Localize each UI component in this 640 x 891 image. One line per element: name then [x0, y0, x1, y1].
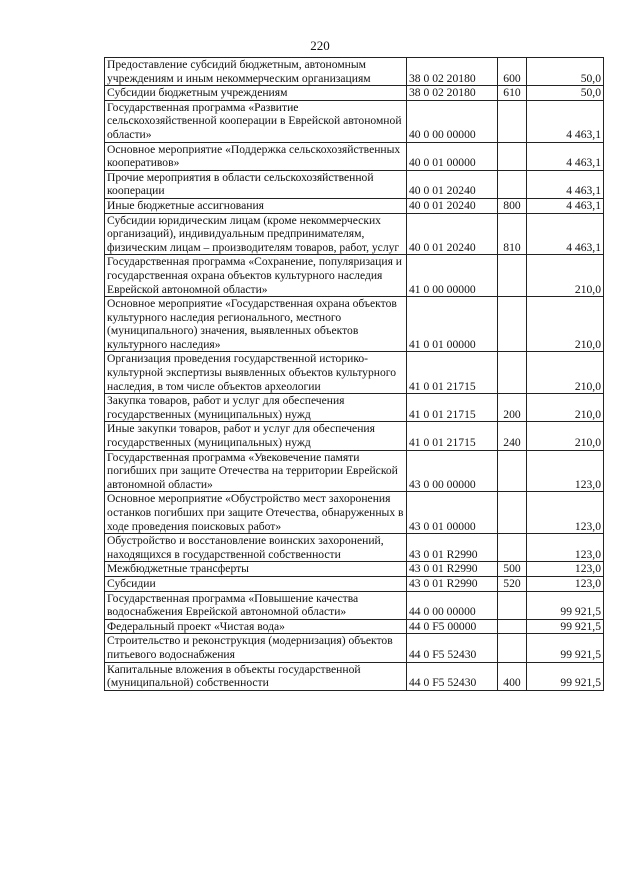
- row-name-cell: Иные закупки товаров, работ и услуг для обеспечения государственных (муниципальных) нужд: [105, 422, 407, 450]
- row-amount-cell: 4 463,1: [527, 213, 604, 255]
- page-number: 220: [310, 38, 330, 53]
- row-amount-cell: 4 463,1: [527, 170, 604, 198]
- table-row: [105, 58, 604, 86]
- row-code-cell: 41 0 01 21715: [407, 422, 498, 450]
- row-vr-cell: 800: [498, 198, 527, 213]
- row-code-cell: 38 0 02 20180: [407, 58, 498, 86]
- row-amount-cell: 123,0: [527, 492, 604, 534]
- row-code-cell: 41 0 01 21715: [407, 394, 498, 422]
- row-code-cell: 44 0 00 00000: [407, 591, 498, 619]
- row-code-cell: 40 0 01 20240: [407, 170, 498, 198]
- row-code-cell: 44 0 F5 00000: [407, 619, 498, 634]
- row-vr-cell: [498, 450, 527, 492]
- row-vr-cell: [498, 170, 527, 198]
- row-name-cell: Основное мероприятие «Поддержка сельскохозяйственных кооперативов»: [105, 142, 407, 170]
- row-vr-cell: [498, 255, 527, 297]
- table-row: [105, 492, 604, 534]
- row-code-cell: 38 0 02 20180: [407, 86, 498, 101]
- row-code-cell: 40 0 00 00000: [407, 100, 498, 142]
- row-amount-cell: 50,0: [527, 86, 604, 101]
- row-name-cell: Основное мероприятие «Государственная охрана объектов культурного наследия регионального, местного (муниципального) значения, выявленных объектов культурного наследия»: [105, 297, 407, 352]
- table-row: [105, 297, 604, 352]
- row-amount-cell: 99 921,5: [527, 634, 604, 662]
- row-name-cell: Государственная программа «Повышение качества водоснабжения Еврейской автономной области»: [105, 591, 407, 619]
- table-row: [105, 255, 604, 297]
- row-amount-cell: 210,0: [527, 297, 604, 352]
- row-code-cell: 43 0 00 00000: [407, 450, 498, 492]
- row-name-cell: Основное мероприятие «Обустройство мест захоронения останков погибших при защите Отечества, обнаруженных в ходе проведения поисковых работ»: [105, 492, 407, 534]
- row-code-cell: 41 0 01 21715: [407, 352, 498, 394]
- row-vr-cell: [498, 619, 527, 634]
- table-row: [105, 422, 604, 450]
- row-code-cell: 41 0 01 00000: [407, 297, 498, 352]
- row-amount-cell: 210,0: [527, 352, 604, 394]
- table-row: [105, 213, 604, 255]
- table-row: [105, 662, 604, 690]
- table-row: [105, 198, 604, 213]
- row-name-cell: Организация проведения государственной историко-культурной экспертизы выявленных объектов культурного наследия, в том числе объектов археологии: [105, 352, 407, 394]
- table-row: [105, 562, 604, 577]
- row-code-cell: 43 0 01 R2990: [407, 562, 498, 577]
- row-name-cell: Субсидии бюджетным учреждениям: [105, 86, 407, 101]
- table-row: [105, 86, 604, 101]
- row-vr-cell: 520: [498, 576, 527, 591]
- row-vr-cell: 610: [498, 86, 527, 101]
- row-code-cell: 41 0 00 00000: [407, 255, 498, 297]
- row-code-cell: 43 0 01 R2990: [407, 576, 498, 591]
- row-vr-cell: 810: [498, 213, 527, 255]
- table-row: [105, 634, 604, 662]
- row-name-cell: Межбюджетные трансферты: [105, 562, 407, 577]
- row-code-cell: 43 0 01 R2990: [407, 534, 498, 562]
- row-vr-cell: 200: [498, 394, 527, 422]
- row-code-cell: 40 0 01 20240: [407, 198, 498, 213]
- row-vr-cell: 240: [498, 422, 527, 450]
- row-amount-cell: 123,0: [527, 534, 604, 562]
- row-vr-cell: [498, 534, 527, 562]
- row-name-cell: Государственная программа «Сохранение, популяризация и государственная охрана объектов культурного наследия Еврейской автономной области»: [105, 255, 407, 297]
- row-vr-cell: [498, 100, 527, 142]
- row-amount-cell: 123,0: [527, 450, 604, 492]
- row-amount-cell: 4 463,1: [527, 100, 604, 142]
- table-row: [105, 619, 604, 634]
- row-name-cell: Капитальные вложения в объекты государственной (муниципальной) собственности: [105, 662, 407, 690]
- row-amount-cell: 123,0: [527, 562, 604, 577]
- row-amount-cell: 99 921,5: [527, 591, 604, 619]
- row-code-cell: 40 0 01 00000: [407, 142, 498, 170]
- table-row: [105, 394, 604, 422]
- row-vr-cell: 400: [498, 662, 527, 690]
- table-row: [105, 142, 604, 170]
- row-name-cell: Прочие мероприятия в области сельскохозяйственной кооперации: [105, 170, 407, 198]
- table-row: [105, 591, 604, 619]
- row-amount-cell: 50,0: [527, 58, 604, 86]
- row-name-cell: Иные бюджетные ассигнования: [105, 198, 407, 213]
- row-vr-cell: 500: [498, 562, 527, 577]
- row-name-cell: Государственная программа «Развитие сельскохозяйственной кооперации в Еврейской автономной области»: [105, 100, 407, 142]
- row-name-cell: Строительство и реконструкция (модернизация) объектов питьевого водоснабжения: [105, 634, 407, 662]
- row-vr-cell: [498, 142, 527, 170]
- row-vr-cell: [498, 352, 527, 394]
- row-name-cell: Обустройство и восстановление воинских захоронений, находящихся в государственной собственности: [105, 534, 407, 562]
- row-vr-cell: 600: [498, 58, 527, 86]
- row-vr-cell: [498, 591, 527, 619]
- row-vr-cell: [498, 634, 527, 662]
- table-row: [105, 534, 604, 562]
- row-amount-cell: 210,0: [527, 394, 604, 422]
- row-name-cell: Предоставление субсидий бюджетным, автономным учреждениям и иным некоммерческим организациям: [105, 58, 407, 86]
- table-row: [105, 100, 604, 142]
- row-code-cell: 40 0 01 20240: [407, 213, 498, 255]
- table-row: [105, 450, 604, 492]
- row-name-cell: Субсидии юридическим лицам (кроме некоммерческих организаций), индивидуальным предпринимателям, физическим лицам – производителям товаров, работ, услуг: [105, 213, 407, 255]
- table-row: [105, 576, 604, 591]
- row-amount-cell: 4 463,1: [527, 198, 604, 213]
- row-vr-cell: [498, 297, 527, 352]
- row-name-cell: Субсидии: [105, 576, 407, 591]
- table-row: [105, 170, 604, 198]
- table-row: [105, 352, 604, 394]
- budget-table: [104, 57, 604, 691]
- row-amount-cell: 99 921,5: [527, 619, 604, 634]
- row-name-cell: Государственная программа «Увековечение памяти погибших при защите Отечества на территории Еврейской автономной области»: [105, 450, 407, 492]
- row-amount-cell: 210,0: [527, 422, 604, 450]
- row-code-cell: 44 0 F5 52430: [407, 634, 498, 662]
- row-name-cell: Закупка товаров, работ и услуг для обеспечения государственных (муниципальных) нужд: [105, 394, 407, 422]
- row-amount-cell: 4 463,1: [527, 142, 604, 170]
- row-amount-cell: 210,0: [527, 255, 604, 297]
- row-vr-cell: [498, 492, 527, 534]
- row-amount-cell: 123,0: [527, 576, 604, 591]
- row-amount-cell: 99 921,5: [527, 662, 604, 690]
- row-code-cell: 43 0 01 00000: [407, 492, 498, 534]
- row-code-cell: 44 0 F5 52430: [407, 662, 498, 690]
- row-name-cell: Федеральный проект «Чистая вода»: [105, 619, 407, 634]
